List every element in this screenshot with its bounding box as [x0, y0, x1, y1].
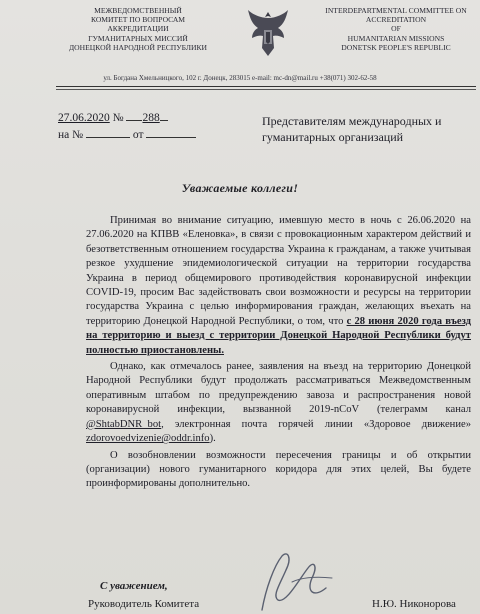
- blank-line: [126, 120, 142, 121]
- registration-no-label: №: [112, 112, 124, 124]
- registration-date: 27.06.2020: [58, 112, 110, 124]
- reference-prefix: на №: [58, 129, 84, 141]
- signer-title: Руководитель Комитета: [88, 598, 200, 610]
- body-text: Принимая во внимание ситуацию, имевшую место в ночь с 26.06.2020 на 27.06.2020 на КПВВ «Еленовка», в связи с провокационным характером действий и безответственным отношением государства Украина к гражданам, а также учитывая резкое ухудшение эпидемиологической ситуации на территории государства Украина в период общемирового противодействия коронавирусной инфекции COVID-19, просим Вас задействовать свои возможности и ресурсы на территории государства Украина с целью информирования граждан, желающих въехать на территорию Донецкой Народной Республики, о том, что: [86, 215, 471, 327]
- reference-line: [58, 129, 196, 141]
- body-paragraph-1: [86, 214, 471, 358]
- dpr-eagle-emblem-icon: [246, 8, 290, 60]
- body-paragraph-2: [86, 360, 471, 446]
- signer-name: Н.Ю. Никонорова: [372, 598, 456, 610]
- recipient: Представителям международных и гуманитарных организаций: [262, 114, 442, 144]
- header-right-block: [322, 6, 470, 52]
- handwritten-signature: [222, 548, 362, 614]
- body-text: , электронная почта горячей линии «Здоровое движение»: [161, 418, 471, 430]
- closing: С уважением,: [100, 580, 168, 592]
- header-right-line: OF: [391, 24, 401, 34]
- reference-from: от: [132, 129, 144, 141]
- header-left-line: ГУМАНИТАРНЫХ МИССИЙ: [88, 33, 188, 43]
- header-divider: [56, 86, 476, 87]
- blank-line: [160, 120, 168, 121]
- header-right-line: DONETSK PEOPLE'S REPUBLIC: [341, 42, 451, 52]
- header-divider-thin: [56, 89, 476, 90]
- header-right-line: HUMANITARIAN MISSIONS: [347, 33, 445, 43]
- registration-line: [58, 112, 168, 124]
- body-emphasis: с 28 июня 2020 года въезд на территорию и выезд с территории Донецкой Народной Республики будут полностью приостановлены.: [86, 315, 471, 356]
- hotline-email-link[interactable]: zdorovoedvizenie@oddr.info: [86, 433, 210, 445]
- header-address: ул. Богдана Хмельницкого, 102 г. Донецк, 283015 e-mail: mc-dn@mail.ru +38(071) 302-62-58: [103, 74, 377, 82]
- header-left-line: КОМИТЕТ ПО ВОПРОСАМ: [90, 15, 186, 25]
- body-text: ).: [209, 433, 216, 445]
- header-right-line: ACCREDITATION: [365, 15, 427, 25]
- blank-line: [146, 137, 196, 138]
- header-left-line: ДОНЕЦКОЙ НАРОДНОЙ РЕСПУБЛИКИ: [68, 42, 208, 52]
- telegram-bot-link[interactable]: @ShtabDNR_bot: [86, 418, 162, 430]
- header-left-line: АККРЕДИТАЦИИ: [107, 24, 169, 34]
- header-left-line: МЕЖВЕДОМСТВЕННЫЙ: [94, 6, 182, 15]
- registration-number: 288: [142, 112, 160, 124]
- blank-line: [86, 137, 130, 138]
- header-left-block: [58, 6, 218, 52]
- body-paragraph-3: О возобновлении возможности пересечения границы и об открытии (организации) нового гуманитарного коридора для этих целей, Вы будете проинформированы дополнительно.: [86, 449, 471, 490]
- body-text: Однако, как отмечалось ранее, заявления на въезд на территорию Донецкой Народной Республики будут продолжать рассматриваться Межведомственным оперативным штабом по предупреждению завоза и распространения новой коронавирусной инфекции, вызванной 2019-nCoV (телеграмм канал: [86, 361, 471, 416]
- letter-body: [86, 214, 471, 492]
- header-right-line: INTERDEPARTMENTAL COMMITTEE ON: [325, 6, 467, 15]
- greeting: Уважаемые коллеги!: [181, 181, 299, 195]
